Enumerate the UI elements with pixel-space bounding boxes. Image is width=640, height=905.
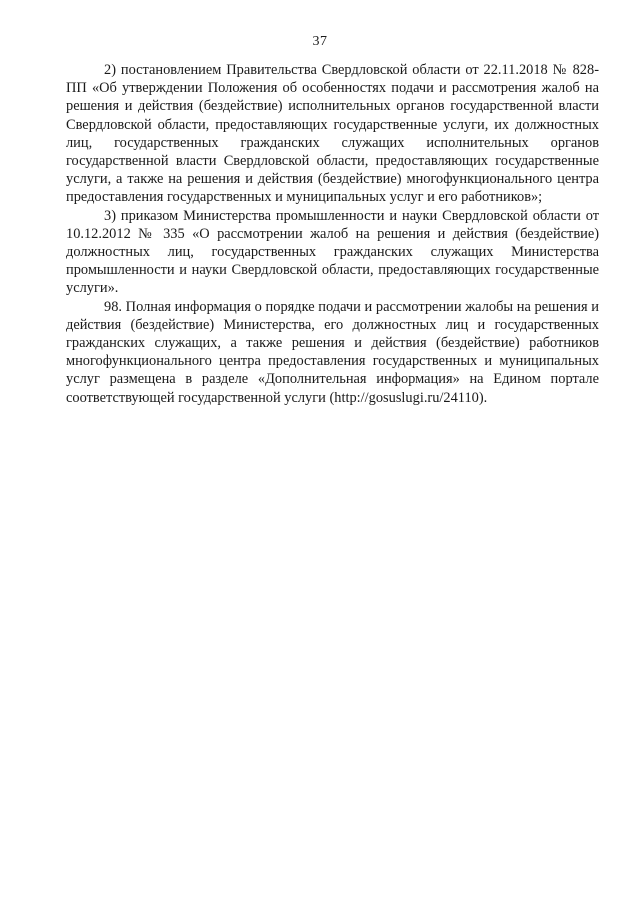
paragraph-98: [66, 298, 599, 407]
page-number: 37: [312, 34, 328, 49]
paragraph-resolution-828: 2) постановлением Правительства Свердловской области от 22.11.2018 № 828-ПП «Об утверждении Положения об особенностях подачи и рассмотрения жалоб на решения и действия (бездействие) исполнительных органов государственной власти Свердловской области, предоставляющих государственные услуги, их должностных лиц, государственных гражданских служащих исполнительных органов государственной власти Свердловской области, предоставляющих государственные услуги, а также на решения и действия (бездействие) многофункционального центра предоставления государственных и муниципальных услуг и его работников»;: [66, 62, 599, 206]
gosuslugi-link-text: (http://gosuslugi.ru/24110).: [329, 389, 488, 406]
document-body: [66, 61, 599, 407]
paragraph-98-text: 98. Полная информация о порядке подачи и рассмотрении жалобы на решения и действия (бездействие) Министерства, его должностных лиц и государственных гражданских служащих, а также решения и действия (бездействие) работников многофункционального центра предоставления государственных и муниципальных услуг размещена в разделе «Дополнительная информация» на Едином портале соответствующей государственной услуги: [66, 298, 599, 406]
paragraph-order-335: 3) приказом Министерства промышленности и науки Свердловской области от 10.12.2012 № 335 «О рассмотрении жалоб на решения и действия (бездействие) должностных лиц, государственных гражданских служащих Министерства промышленности и науки Свердловской области, предоставляющих государственные услуги».: [66, 207, 599, 297]
